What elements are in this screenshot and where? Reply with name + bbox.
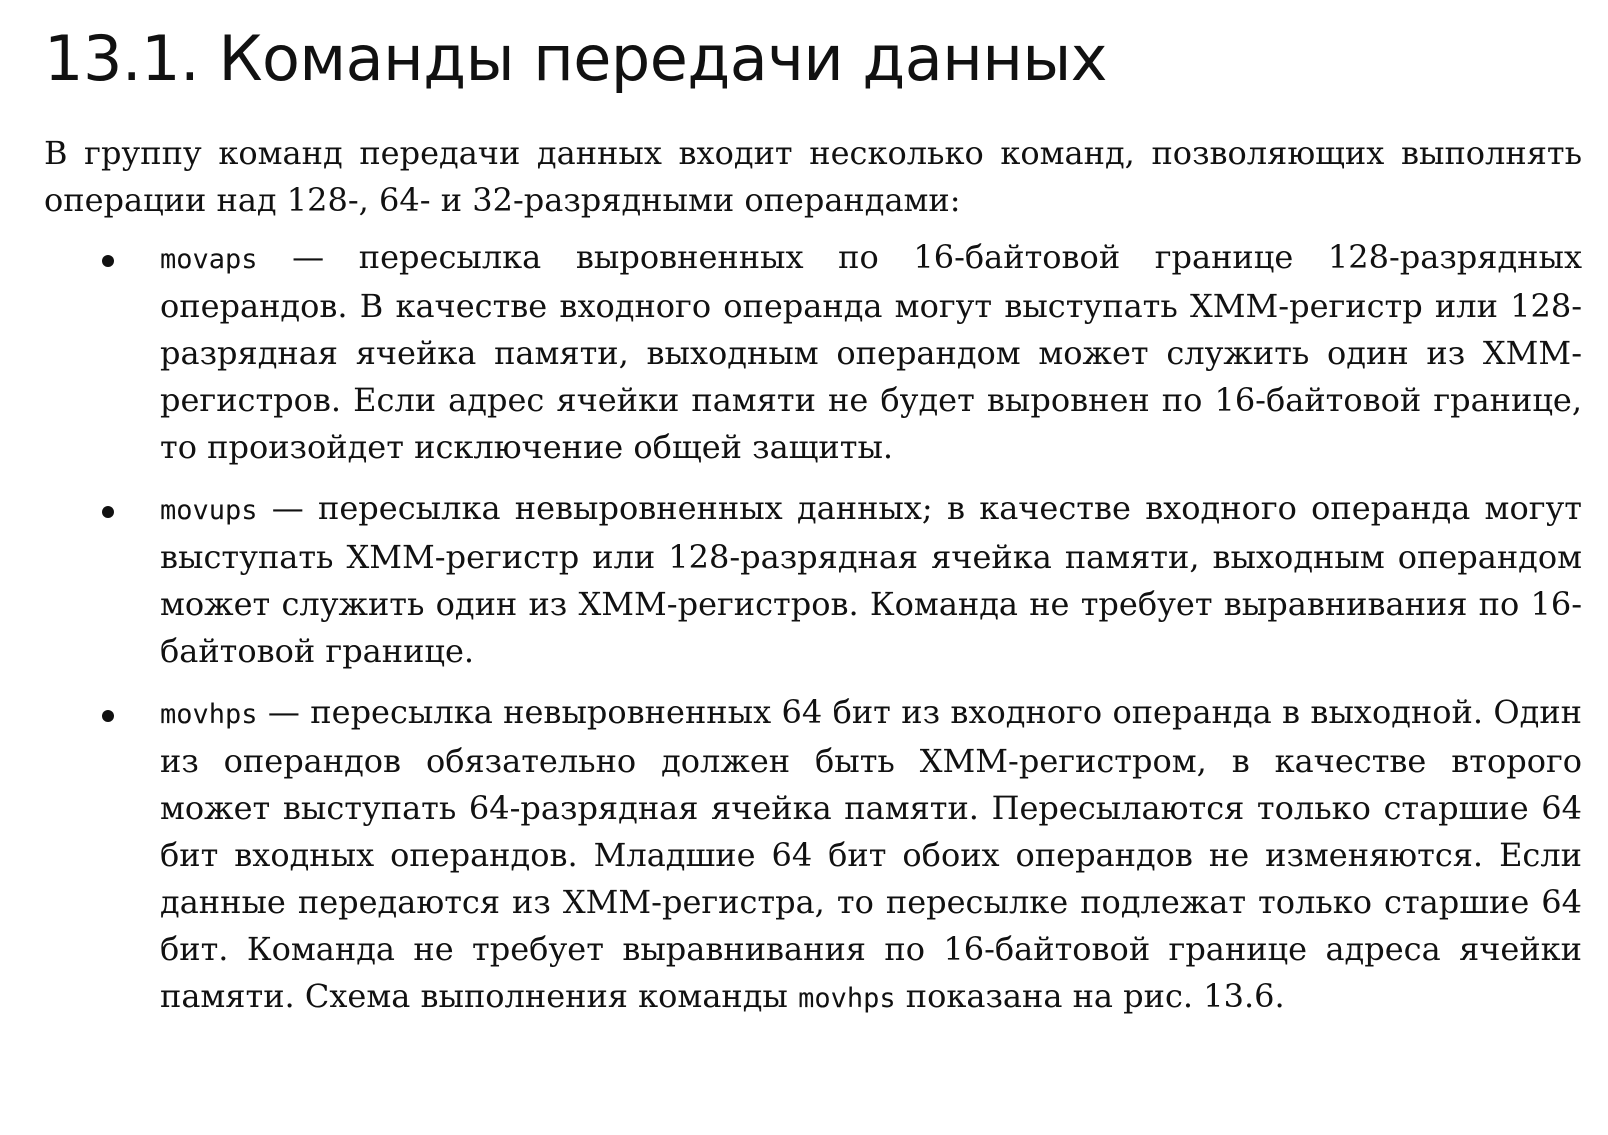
item-description: — пересылка невыровненных данных; в качестве входного операнда могут выступать XMM-регистр или 128-разрядная ячейка памяти, выходным операндом может служить один из XMM-регистров. Команда не требует выравнивания по 16-байтовой границе. [160, 489, 1582, 670]
list-item-text [160, 485, 1582, 675]
bullet-icon [102, 710, 114, 722]
command-reference: movhps [798, 983, 896, 1014]
item-description-tail: показана на рис. 13.6. [895, 977, 1285, 1015]
bullet-icon [102, 255, 114, 267]
item-description: — пересылка выровненных по 16-байтовой границе 128-разрядных операндов. В качестве входного операнда могут выступать XMM-регистр или 128-разрядная ячейка памяти, выходным операндом может служить один из XMM-регистров. Если адрес ячейки памяти не будет выровнен по 16-байтовой границе, то произойдет исключение общей защиты. [160, 238, 1582, 466]
list-item-text [160, 234, 1582, 471]
item-description: — пересылка невыровненных 64 бит из входного операнда в выходной. Один из операндов обязательно должен быть XMM-регистром, в качестве второго может выступать 64-разрядная ячейка памяти. Пересылаются только старшие 64 бит входных операндов. Младшие 64 бит обоих операндов не изменяются. Если данные передаются из XMM-регистра, то пересылке подлежат только старшие 64 бит. Команда не требует выравнивания по 16-байтовой границе адреса ячейки памяти. Схема выполнения команды [160, 693, 1582, 1015]
command-name: movups [160, 495, 258, 526]
list-item [44, 485, 1582, 675]
intro-paragraph: В группу команд передачи данных входит несколько команд, позволяющих выполнять операции над 128-, 64- и 32-разрядными операндами: [44, 134, 1582, 219]
list-item-text [160, 689, 1582, 1022]
list-item [44, 234, 1582, 471]
bullet-icon [102, 506, 114, 518]
command-name: movhps [160, 699, 258, 730]
command-name: movaps [160, 244, 258, 275]
command-list [44, 234, 1582, 1022]
section-heading: 13.1. Команды передачи данных [44, 22, 1107, 95]
document-page [44, 18, 1582, 1036]
list-item [44, 689, 1582, 1022]
